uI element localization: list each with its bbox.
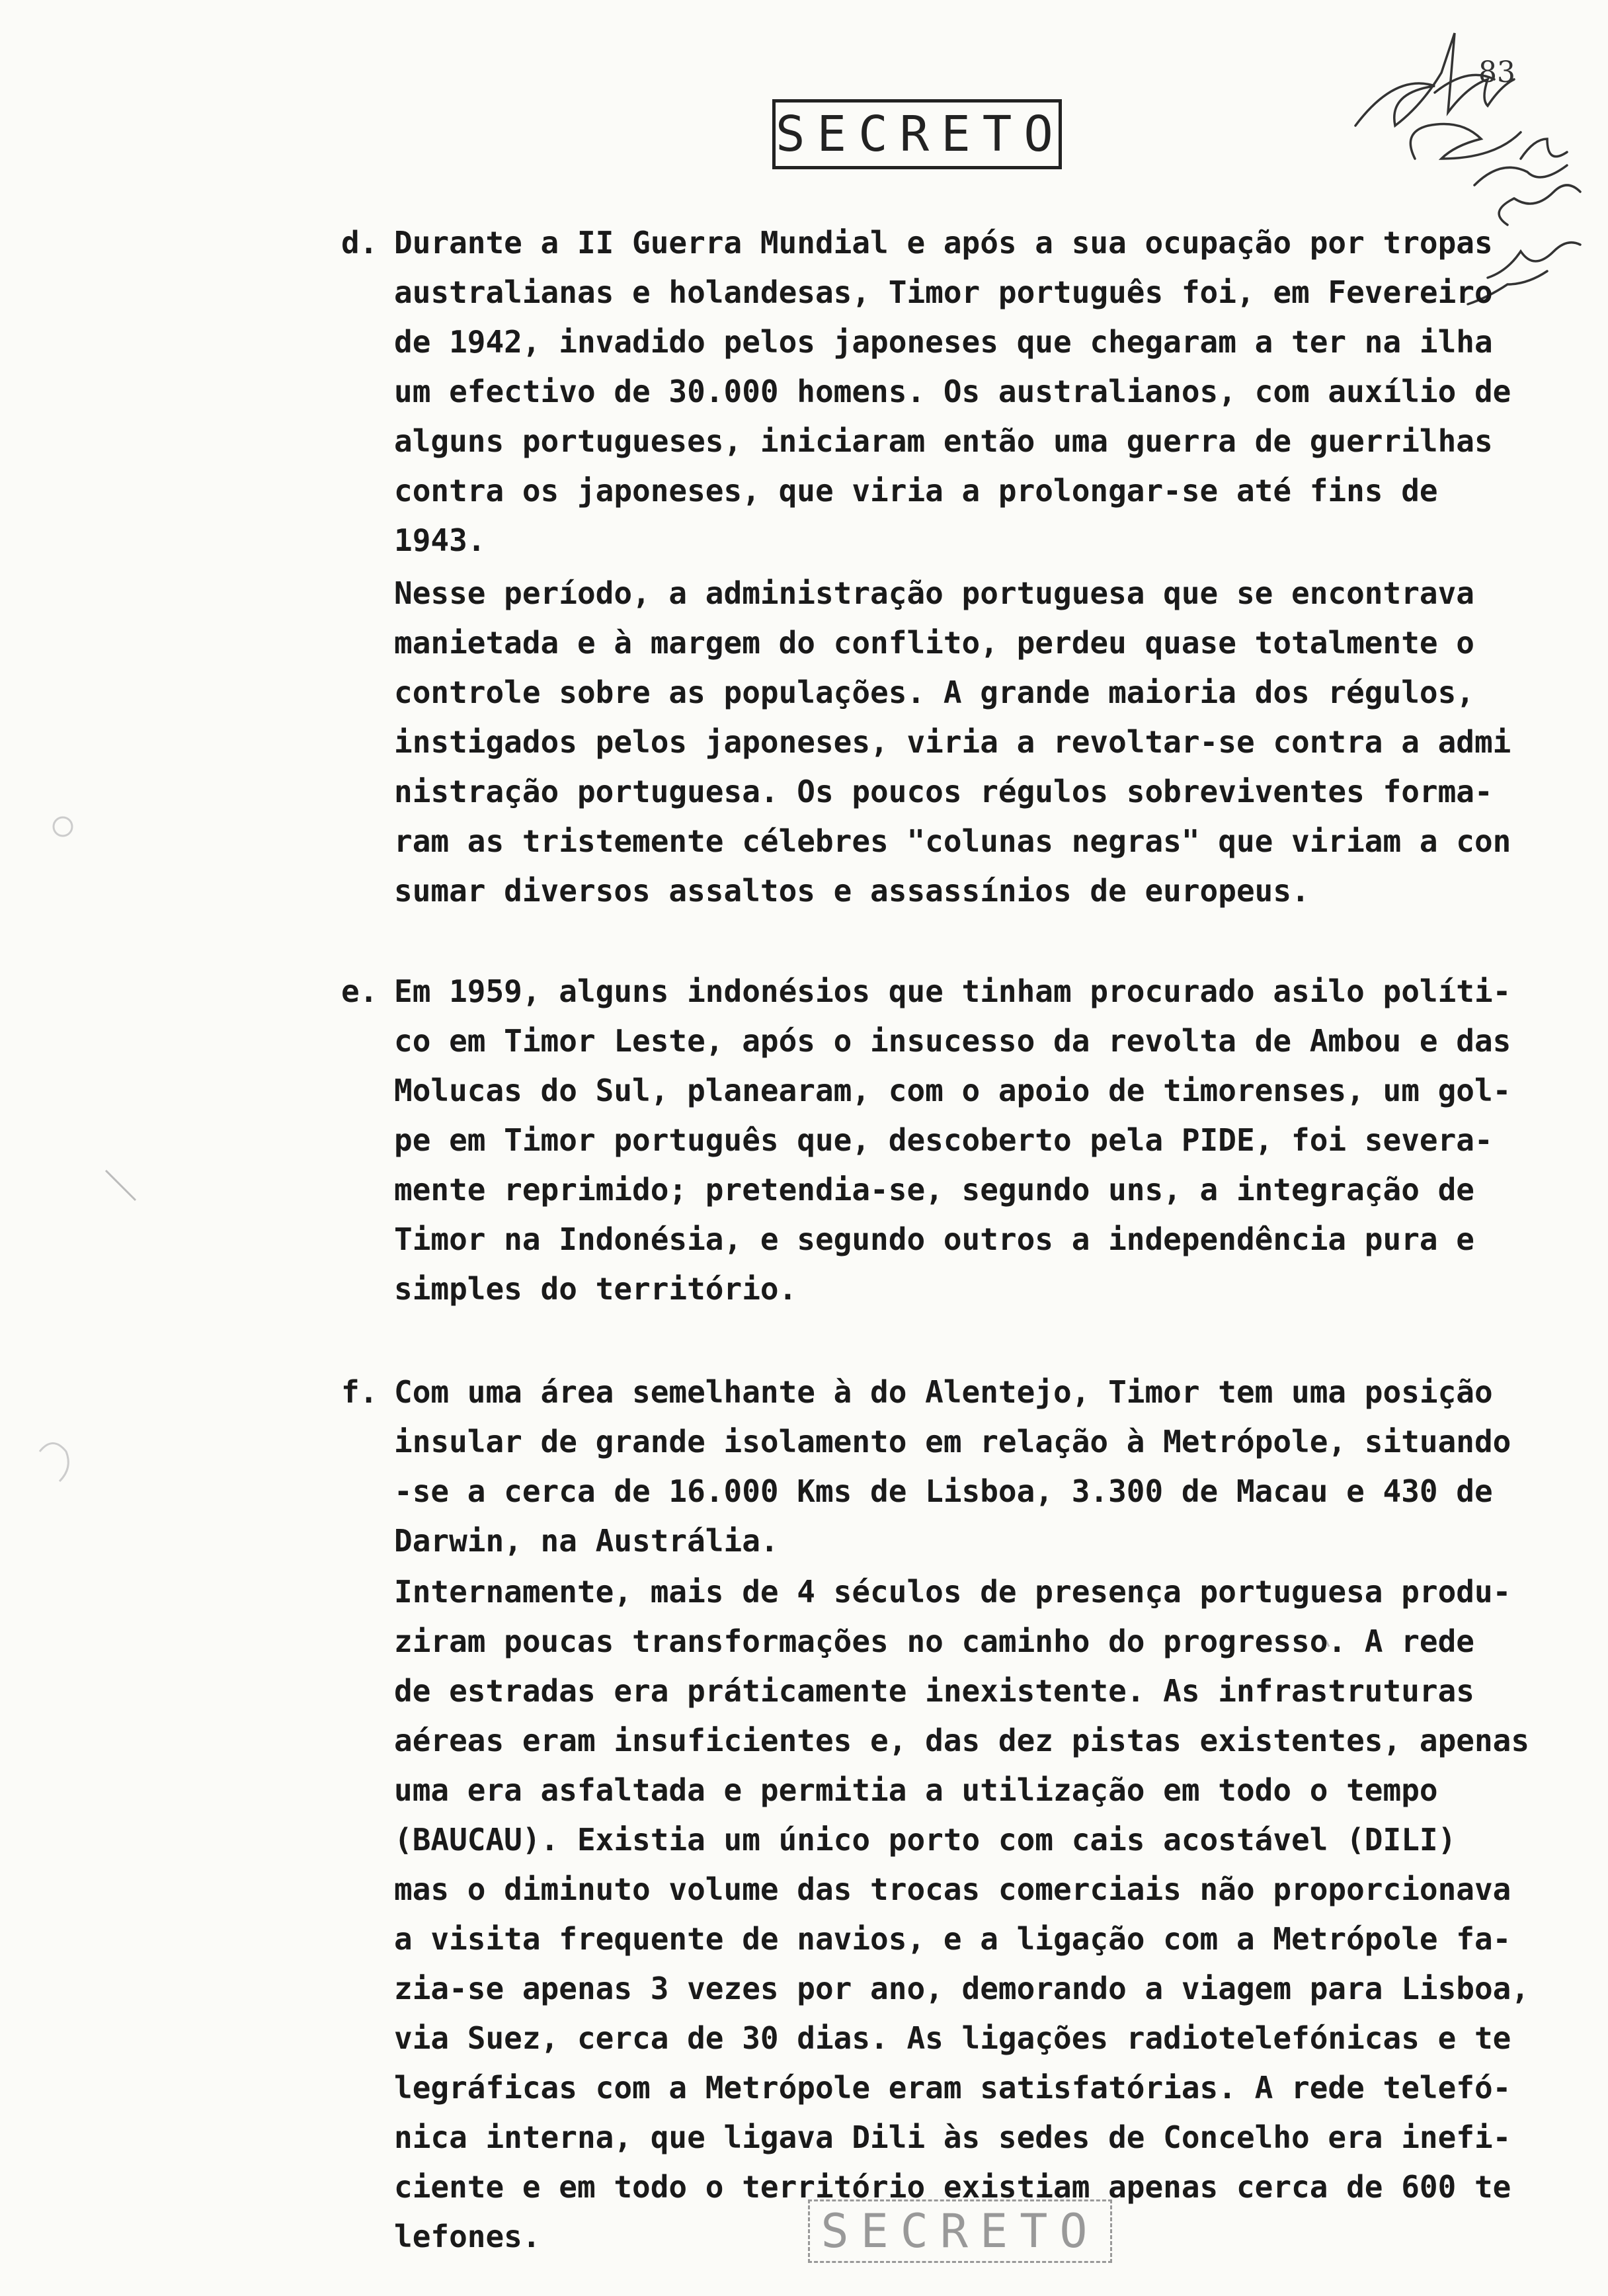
section-marker-f: f. xyxy=(341,1374,378,1410)
section-d-paragraph-1: Durante a II Guerra Mundial e após a sua ocupação por tropas australianas e holandesas, Timor português foi, em Fevereiro de 1942, invadido pelos japoneses que chegaram a ter na ilha um efectivo de 30.000 homens. Os australianos, com auxílio de alguns portugueses, iniciaram então uma guerra de guerrilhas contra os japoneses, que viria a prolongar-se até fins de 1943. xyxy=(394,225,1511,558)
section-d-paragraph-2: Nesse período, a administração portuguesa que se encontrava manietada e à margem do conflito, perdeu quase totalmente o controle sobre as populações. A grande maioria dos régulos, instigados pelos japoneses, viria a revoltar-se contra a admi nistração portuguesa. Os poucos régulos sobreviventes forma- ram as tristemente célebres "colunas negras" que viriam a con sumar diversos assaltos e assassínios de europeus. xyxy=(394,575,1511,909)
page-number: 83 xyxy=(1478,56,1515,89)
secret-stamp-top: SECRETO xyxy=(772,99,1062,169)
section-marker-e: e. xyxy=(341,973,378,1009)
section-f-paragraph-1: Com uma área semelhante à do Alentejo, Timor tem uma posição insular de grande isolamento em relação à Metrópole, situando -se a cerca de 16.000 Kms de Lisboa, 3.300 de Macau e 430 de Darwin, na Austrália. xyxy=(394,1374,1511,1559)
secret-stamp-bottom: SECRETO xyxy=(808,2199,1112,2263)
section-e-paragraph-1: Em 1959, alguns indonésios que tinham procurado asilo políti- co em Timor Leste, após o insucesso da revolta de Ambou e das Molucas do Sul, planearam, com o apoio de timorenses, um gol- pe em Timor português que, descoberto pela PIDE, foi severa- mente reprimido; pretendia-se, segundo uns, a integração de Timor na Indonésia, e segundo outros a independência pura e simples do território. xyxy=(394,973,1511,1307)
section-f-paragraph-2: Internamente, mais de 4 séculos de presença portuguesa produ- ziram poucas transformações no caminho do progresso. A rede de estradas era práticamente inexistente. As infrastruturas aéreas eram insuficientes e, das dez pistas existentes, apenas uma era asfaltada e permitia a utilização em todo o tempo (BAUCAU). Existia um único porto com cais acostável (DILI) mas o diminuto volume das trocas comerciais não proporcionava a visita frequente de navios, e a ligação com a Metrópole fa- zia-se apenas 3 vezes por ano, demorando a viagem para Lisboa, via Suez, cerca de 30 dias. As ligações radiotelefónicas e te legráficas com a Metrópole eram satisfatórias. A rede telefó- nica interna, que ligava Dili às sedes de Concelho era inefi- ciente e em todo o território existiam apenas cerca de 600 te lefones. xyxy=(394,1574,1530,2254)
section-marker-d: d. xyxy=(341,225,378,261)
